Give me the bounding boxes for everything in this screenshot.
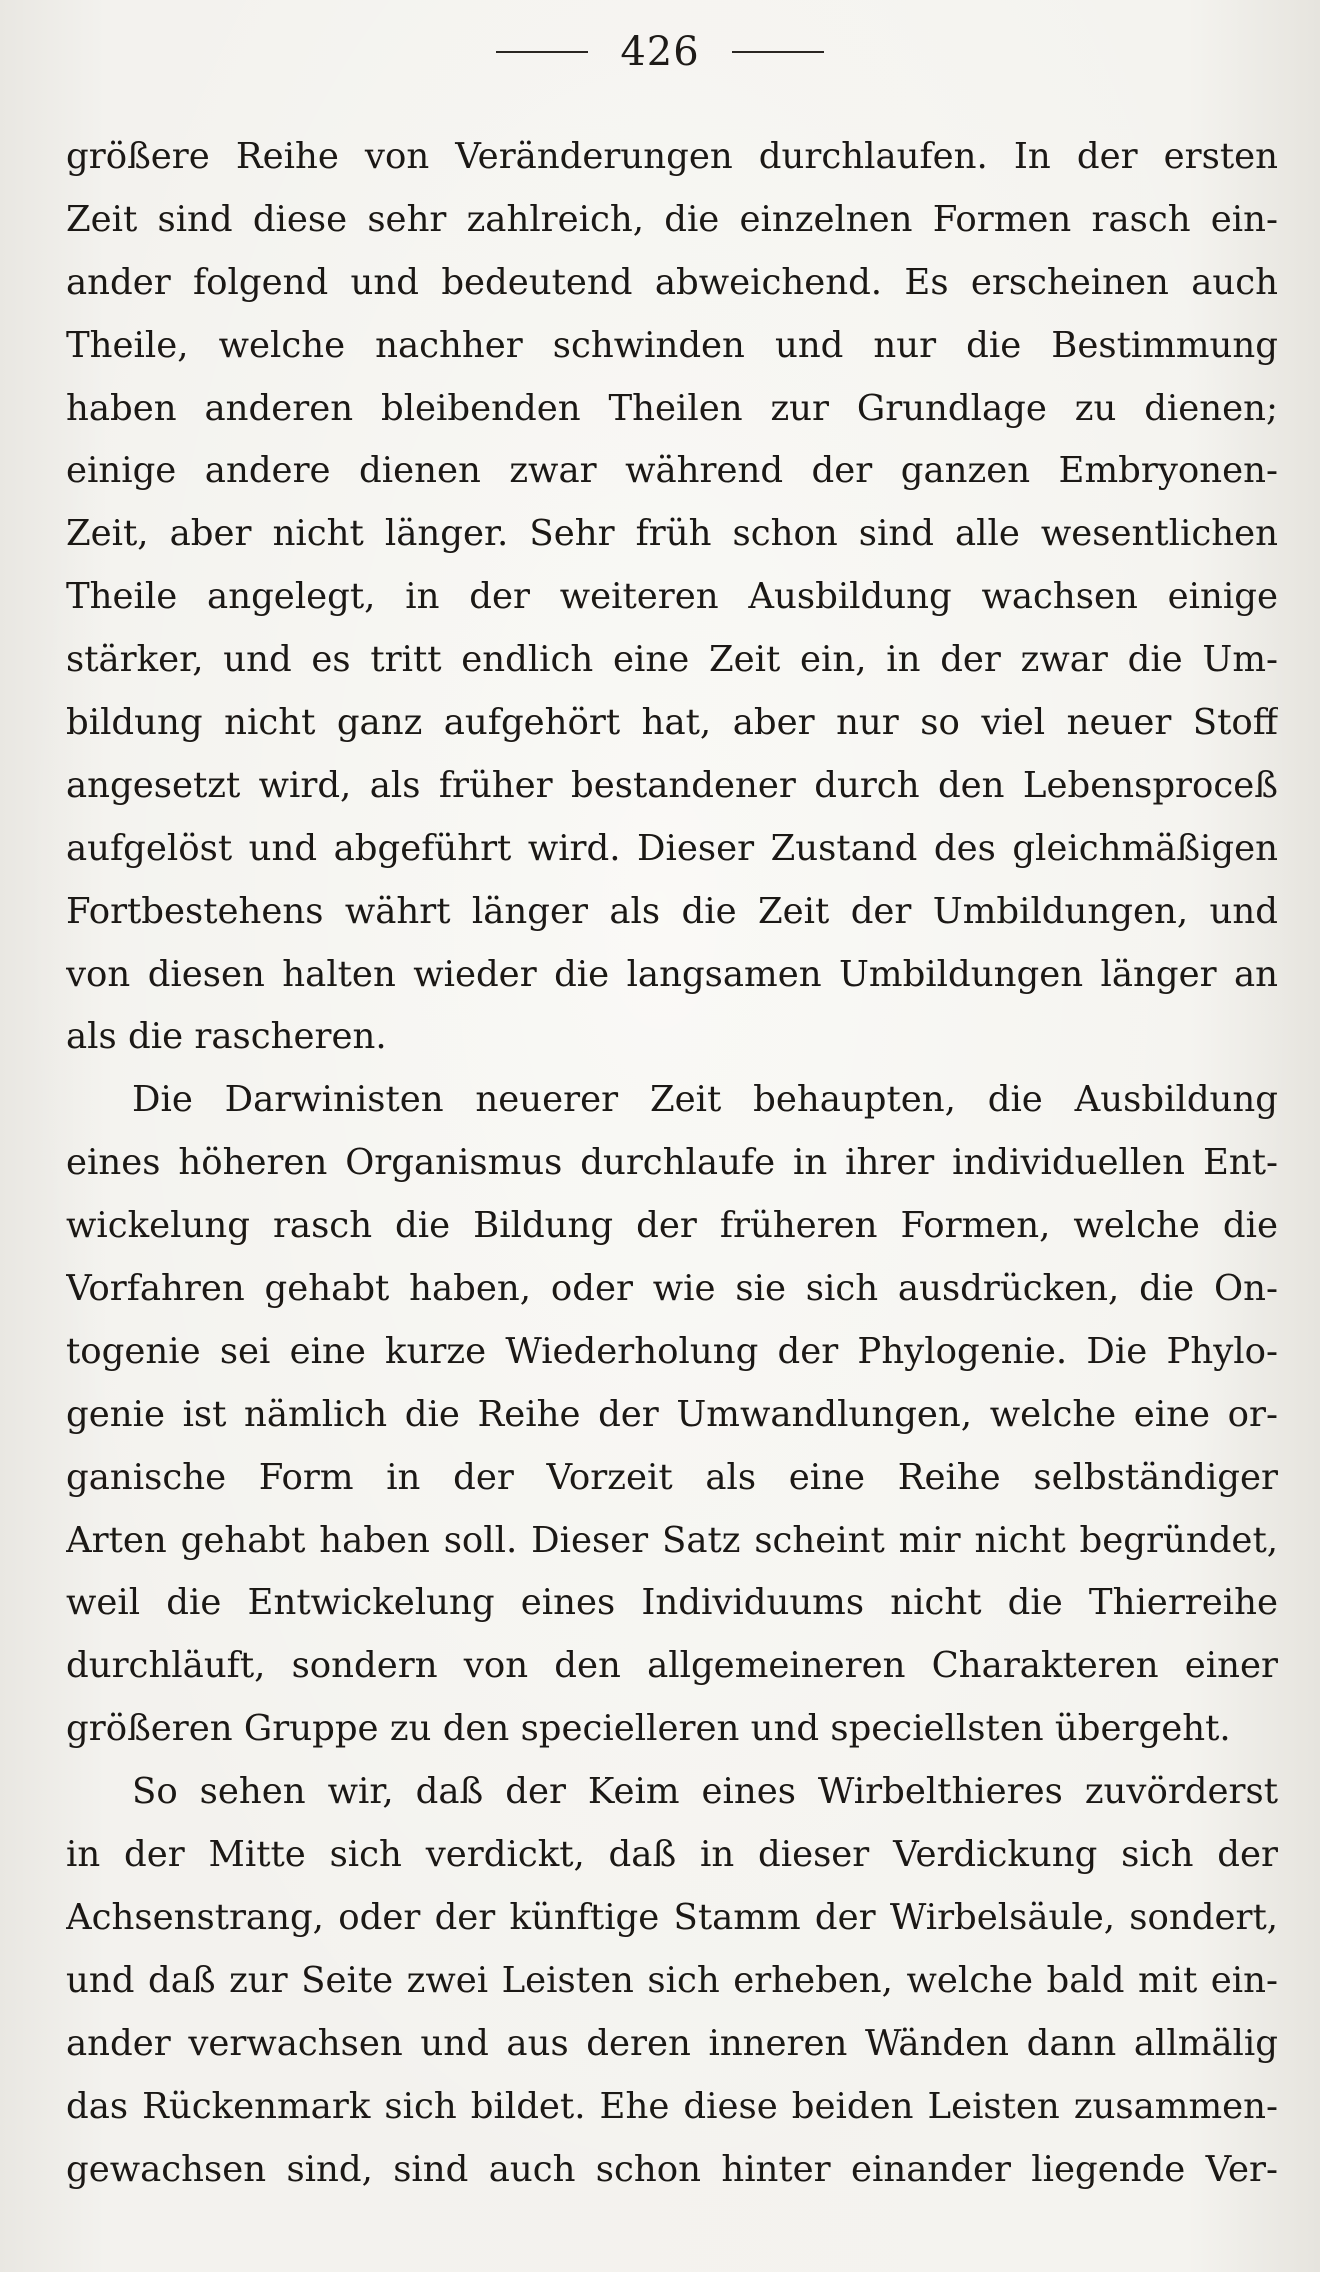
text-line: größeren Gruppe zu den specielleren und speciellsten übergeht.	[66, 1708, 1231, 1750]
text-line: gewachsen sind, sind auch schon hinter einander liegende Ver-	[66, 2148, 1278, 2190]
text-line: Theile, welche nachher schwinden und nur die Bestimmung	[66, 324, 1278, 366]
text-line: Achsenstrang, oder der künftige Stamm der Wirbelsäule, sondert,	[66, 1896, 1278, 1938]
text-line: Vorfahren gehabt haben, oder wie sie sich ausdrücken, die On-	[66, 1268, 1278, 1310]
text-line: ganische Form in der Vorzeit als eine Reihe selbständiger	[66, 1456, 1278, 1498]
text-line: größere Reihe von Veränderungen durchlaufen. In der ersten	[66, 136, 1278, 177]
text-line: genie ist nämlich die Reihe der Umwandlungen, welche eine or-	[66, 1393, 1278, 1435]
text-line: Arten gehabt haben soll. Dieser Satz scheint mir nicht begründet,	[66, 1519, 1278, 1561]
text-line: eines höheren Organismus durchlaufe in ihrer individuellen Ent-	[66, 1142, 1278, 1184]
text-line: in der Mitte sich verdickt, daß in dieser Verdickung sich der	[66, 1834, 1278, 1876]
text-line: Die Darwinisten neuerer Zeit behaupten, die Ausbildung	[132, 1079, 1278, 1121]
text-line: wickelung rasch die Bildung der früheren Formen, welche die	[66, 1205, 1278, 1247]
text-line: togenie sei eine kurze Wiederholung der Phylogenie. Die Phylo-	[66, 1330, 1278, 1372]
text-line: weil die Entwickelung eines Individuums nicht die Thierreihe	[66, 1582, 1278, 1624]
text-line: angesetzt wird, als früher bestandener durch den Lebensproceß	[66, 764, 1278, 806]
text-line: ander folgend und bedeutend abweichend. Es erscheinen auch	[66, 261, 1278, 303]
text-line: von diesen halten wieder die langsamen Umbildungen länger an	[66, 953, 1278, 995]
body-text	[66, 126, 1278, 2201]
text-line: als die rascheren.	[66, 1016, 387, 1058]
text-line: haben anderen bleibenden Theilen zur Grundlage zu dienen;	[66, 387, 1278, 429]
header-rule-left	[496, 51, 588, 53]
text-line: aufgelöst und abgeführt wird. Dieser Zustand des gleichmäßigen	[66, 827, 1278, 869]
text-line: Zeit sind diese sehr zahlreich, die einzelnen Formen rasch ein-	[66, 198, 1278, 240]
page-number: 426	[620, 29, 700, 75]
text-line: durchläuft, sondern von den allgemeineren Charakteren einer	[66, 1645, 1278, 1687]
text-line: ander verwachsen und aus deren inneren Wänden dann allmälig	[66, 2022, 1278, 2064]
text-line: und daß zur Seite zwei Leisten sich erheben, welche bald mit ein-	[66, 1959, 1278, 2001]
text-line: das Rückenmark sich bildet. Ehe diese beiden Leisten zusammen-	[66, 2085, 1278, 2127]
text-line: einige andere dienen zwar während der ganzen Embryonen-	[66, 450, 1278, 492]
text-line: Zeit, aber nicht länger. Sehr früh schon sind alle wesentlichen	[66, 513, 1278, 555]
text-line: bildung nicht ganz aufgehört hat, aber nur so viel neuer Stoff	[66, 702, 1278, 744]
text-line: So sehen wir, daß der Keim eines Wirbelthieres zuvörderst	[132, 1771, 1278, 1813]
page-header	[0, 22, 1320, 82]
text-line: Theile angelegt, in der weiteren Ausbildung wachsen einige	[66, 576, 1278, 618]
text-line: stärker, und es tritt endlich eine Zeit ein, in der zwar die Um-	[66, 639, 1278, 681]
text-line: Fortbestehens währt länger als die Zeit der Umbildungen, und	[66, 890, 1278, 932]
header-rule-right	[732, 51, 824, 53]
